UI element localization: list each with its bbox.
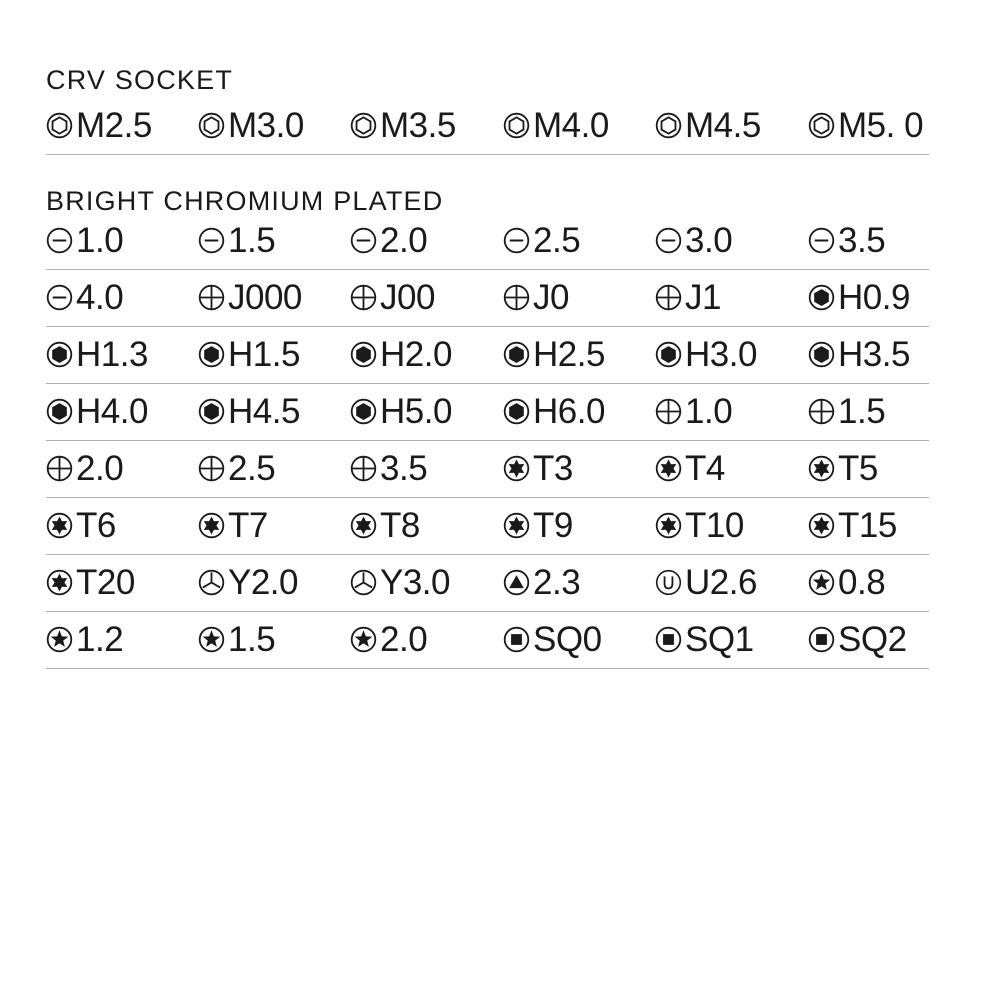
phillips-icon (655, 284, 682, 311)
bit-item (198, 611, 275, 667)
bit-item (198, 554, 298, 610)
hex-icon (46, 341, 73, 368)
bit-item (46, 97, 152, 153)
socket-hex-icon (808, 112, 835, 139)
bit-item (655, 212, 732, 268)
bit-item (350, 497, 420, 553)
bit-label: Y3.0 (380, 562, 450, 602)
bit-row (46, 554, 929, 612)
square-icon (503, 626, 530, 653)
bit-label: 2.5 (228, 448, 276, 488)
bit-item (350, 269, 435, 325)
hex-icon (46, 398, 73, 425)
bit-item (46, 440, 123, 496)
torx-icon (808, 512, 835, 539)
bit-label: M4.5 (685, 105, 761, 145)
bit-label: T4 (685, 448, 725, 488)
bit-item (46, 269, 123, 325)
bit-item (350, 326, 452, 382)
bit-item (655, 326, 757, 382)
bit-row (46, 611, 929, 669)
slotted-icon (503, 227, 530, 254)
tri-wing-icon (350, 569, 377, 596)
bit-item (198, 326, 300, 382)
torx-icon (46, 569, 73, 596)
bit-item (808, 554, 885, 610)
bit-label: H5.0 (380, 391, 452, 431)
bit-label: 3.5 (380, 448, 428, 488)
phillips-icon (350, 455, 377, 482)
bit-label: T10 (685, 505, 744, 545)
bit-item (46, 212, 123, 268)
bit-item (350, 383, 452, 439)
phillips-icon (198, 455, 225, 482)
bit-item (808, 269, 910, 325)
bit-label: SQ0 (533, 619, 602, 659)
bit-label: M3.5 (380, 105, 456, 145)
bit-label: 1.5 (838, 391, 886, 431)
bit-label: H4.5 (228, 391, 300, 431)
bit-item (808, 212, 885, 268)
bit-item (198, 383, 300, 439)
hex-icon (503, 341, 530, 368)
bit-item (46, 497, 116, 553)
torx-icon (503, 512, 530, 539)
bit-item (503, 554, 580, 610)
hex-icon (503, 398, 530, 425)
bit-item (808, 326, 910, 382)
bit-label: M4.0 (533, 105, 609, 145)
bit-label: 1.5 (228, 220, 276, 260)
pentalobe-icon (46, 626, 73, 653)
bit-item (655, 497, 744, 553)
bit-item (198, 440, 275, 496)
bit-item (198, 269, 302, 325)
torx-icon (655, 512, 682, 539)
bit-item (350, 97, 456, 153)
bit-item (503, 212, 580, 268)
socket-hex-icon (350, 112, 377, 139)
bit-item (808, 497, 897, 553)
bit-label: 1.0 (76, 220, 124, 260)
bit-label: 1.2 (76, 619, 124, 659)
bit-label: 2.3 (533, 562, 581, 602)
bit-item (198, 97, 304, 153)
bit-label: 2.0 (380, 220, 428, 260)
bit-label: H6.0 (533, 391, 605, 431)
square-icon (655, 626, 682, 653)
bit-label: H3.0 (685, 334, 757, 374)
tri-wing-icon (198, 569, 225, 596)
bit-label: T20 (76, 562, 135, 602)
section-title: CRV SOCKET (46, 65, 234, 95)
phillips-icon (808, 398, 835, 425)
hex-icon (808, 284, 835, 311)
bit-label: T3 (533, 448, 573, 488)
bit-item (808, 440, 878, 496)
bit-item (808, 383, 885, 439)
slotted-icon (198, 227, 225, 254)
bit-label: T7 (228, 505, 268, 545)
bit-label: M3.0 (228, 105, 304, 145)
bit-label: SQ1 (685, 619, 754, 659)
socket-hex-icon (198, 112, 225, 139)
bit-label: H1.5 (228, 334, 300, 374)
section-title: BRIGHT CHROMIUM PLATED (46, 186, 444, 216)
bit-item (503, 326, 605, 382)
torx-icon (198, 512, 225, 539)
socket-hex-icon (46, 112, 73, 139)
bit-label: H3.5 (838, 334, 910, 374)
slotted-icon (350, 227, 377, 254)
square-icon (808, 626, 835, 653)
bit-label: 1.0 (685, 391, 733, 431)
bit-label: J000 (228, 277, 302, 317)
bit-label: T6 (76, 505, 116, 545)
pentalobe-icon (808, 569, 835, 596)
phillips-icon (198, 284, 225, 311)
bit-label: 2.0 (380, 619, 428, 659)
triangle-icon (503, 569, 530, 596)
bit-label: M2.5 (76, 105, 152, 145)
slotted-icon (808, 227, 835, 254)
bit-item (655, 440, 725, 496)
hex-icon (198, 398, 225, 425)
bit-label: T15 (838, 505, 897, 545)
torx-icon (808, 455, 835, 482)
bit-row (46, 269, 929, 327)
bit-label: H2.0 (380, 334, 452, 374)
bit-label: M5. 0 (838, 105, 924, 145)
bit-item (808, 611, 907, 667)
socket-hex-icon (655, 112, 682, 139)
phillips-icon (46, 455, 73, 482)
bit-row (46, 497, 929, 555)
hex-icon (350, 341, 377, 368)
bit-item (46, 383, 148, 439)
torx-icon (350, 512, 377, 539)
bit-item (655, 611, 754, 667)
socket-hex-icon (503, 112, 530, 139)
pentalobe-icon (350, 626, 377, 653)
bit-label: T9 (533, 505, 573, 545)
bit-item (655, 383, 732, 439)
bit-item (808, 97, 923, 153)
bit-label: U2.6 (685, 562, 757, 602)
bit-label: H1.3 (76, 334, 148, 374)
bit-label: 2.5 (533, 220, 581, 260)
bit-item (655, 269, 721, 325)
bit-item (503, 383, 605, 439)
bit-label: T8 (380, 505, 420, 545)
bit-row (46, 97, 929, 155)
bit-label: Y2.0 (228, 562, 298, 602)
bit-item (503, 269, 569, 325)
phillips-icon (350, 284, 377, 311)
bit-label: H4.0 (76, 391, 148, 431)
slotted-icon (46, 227, 73, 254)
bit-row (46, 212, 929, 270)
bit-label: 2.0 (76, 448, 124, 488)
torx-icon (46, 512, 73, 539)
bit-label: 0.8 (838, 562, 886, 602)
slotted-icon (655, 227, 682, 254)
bit-label: J00 (380, 277, 435, 317)
bit-item (503, 440, 573, 496)
bit-label: T5 (838, 448, 878, 488)
torx-icon (503, 455, 530, 482)
phillips-icon (655, 398, 682, 425)
bit-row (46, 326, 929, 384)
hex-icon (655, 341, 682, 368)
bit-row (46, 440, 929, 498)
phillips-icon (503, 284, 530, 311)
bit-item (198, 212, 275, 268)
bit-label: 4.0 (76, 277, 124, 317)
bit-item (503, 497, 573, 553)
hex-icon (808, 341, 835, 368)
bit-label: 3.5 (838, 220, 886, 260)
bit-label: J0 (533, 277, 569, 317)
bit-label: H0.9 (838, 277, 910, 317)
bit-item (46, 611, 123, 667)
bit-item (503, 611, 602, 667)
pentalobe-icon (198, 626, 225, 653)
bit-item (350, 554, 450, 610)
bit-label: 1.5 (228, 619, 276, 659)
bit-label: 3.0 (685, 220, 733, 260)
hex-icon (198, 341, 225, 368)
bit-item (503, 97, 609, 153)
bit-label: J1 (685, 277, 721, 317)
bit-item (655, 97, 761, 153)
slotted-icon (46, 284, 73, 311)
bit-item (655, 554, 757, 610)
bit-label: H2.5 (533, 334, 605, 374)
bit-label: SQ2 (838, 619, 907, 659)
bit-item (350, 212, 427, 268)
bit-item (350, 611, 427, 667)
bit-item (350, 440, 427, 496)
hex-icon (350, 398, 377, 425)
bit-item (198, 497, 268, 553)
u-type-icon (655, 569, 682, 596)
bit-item (46, 554, 135, 610)
bit-row (46, 383, 929, 441)
bit-item (46, 326, 148, 382)
torx-icon (655, 455, 682, 482)
